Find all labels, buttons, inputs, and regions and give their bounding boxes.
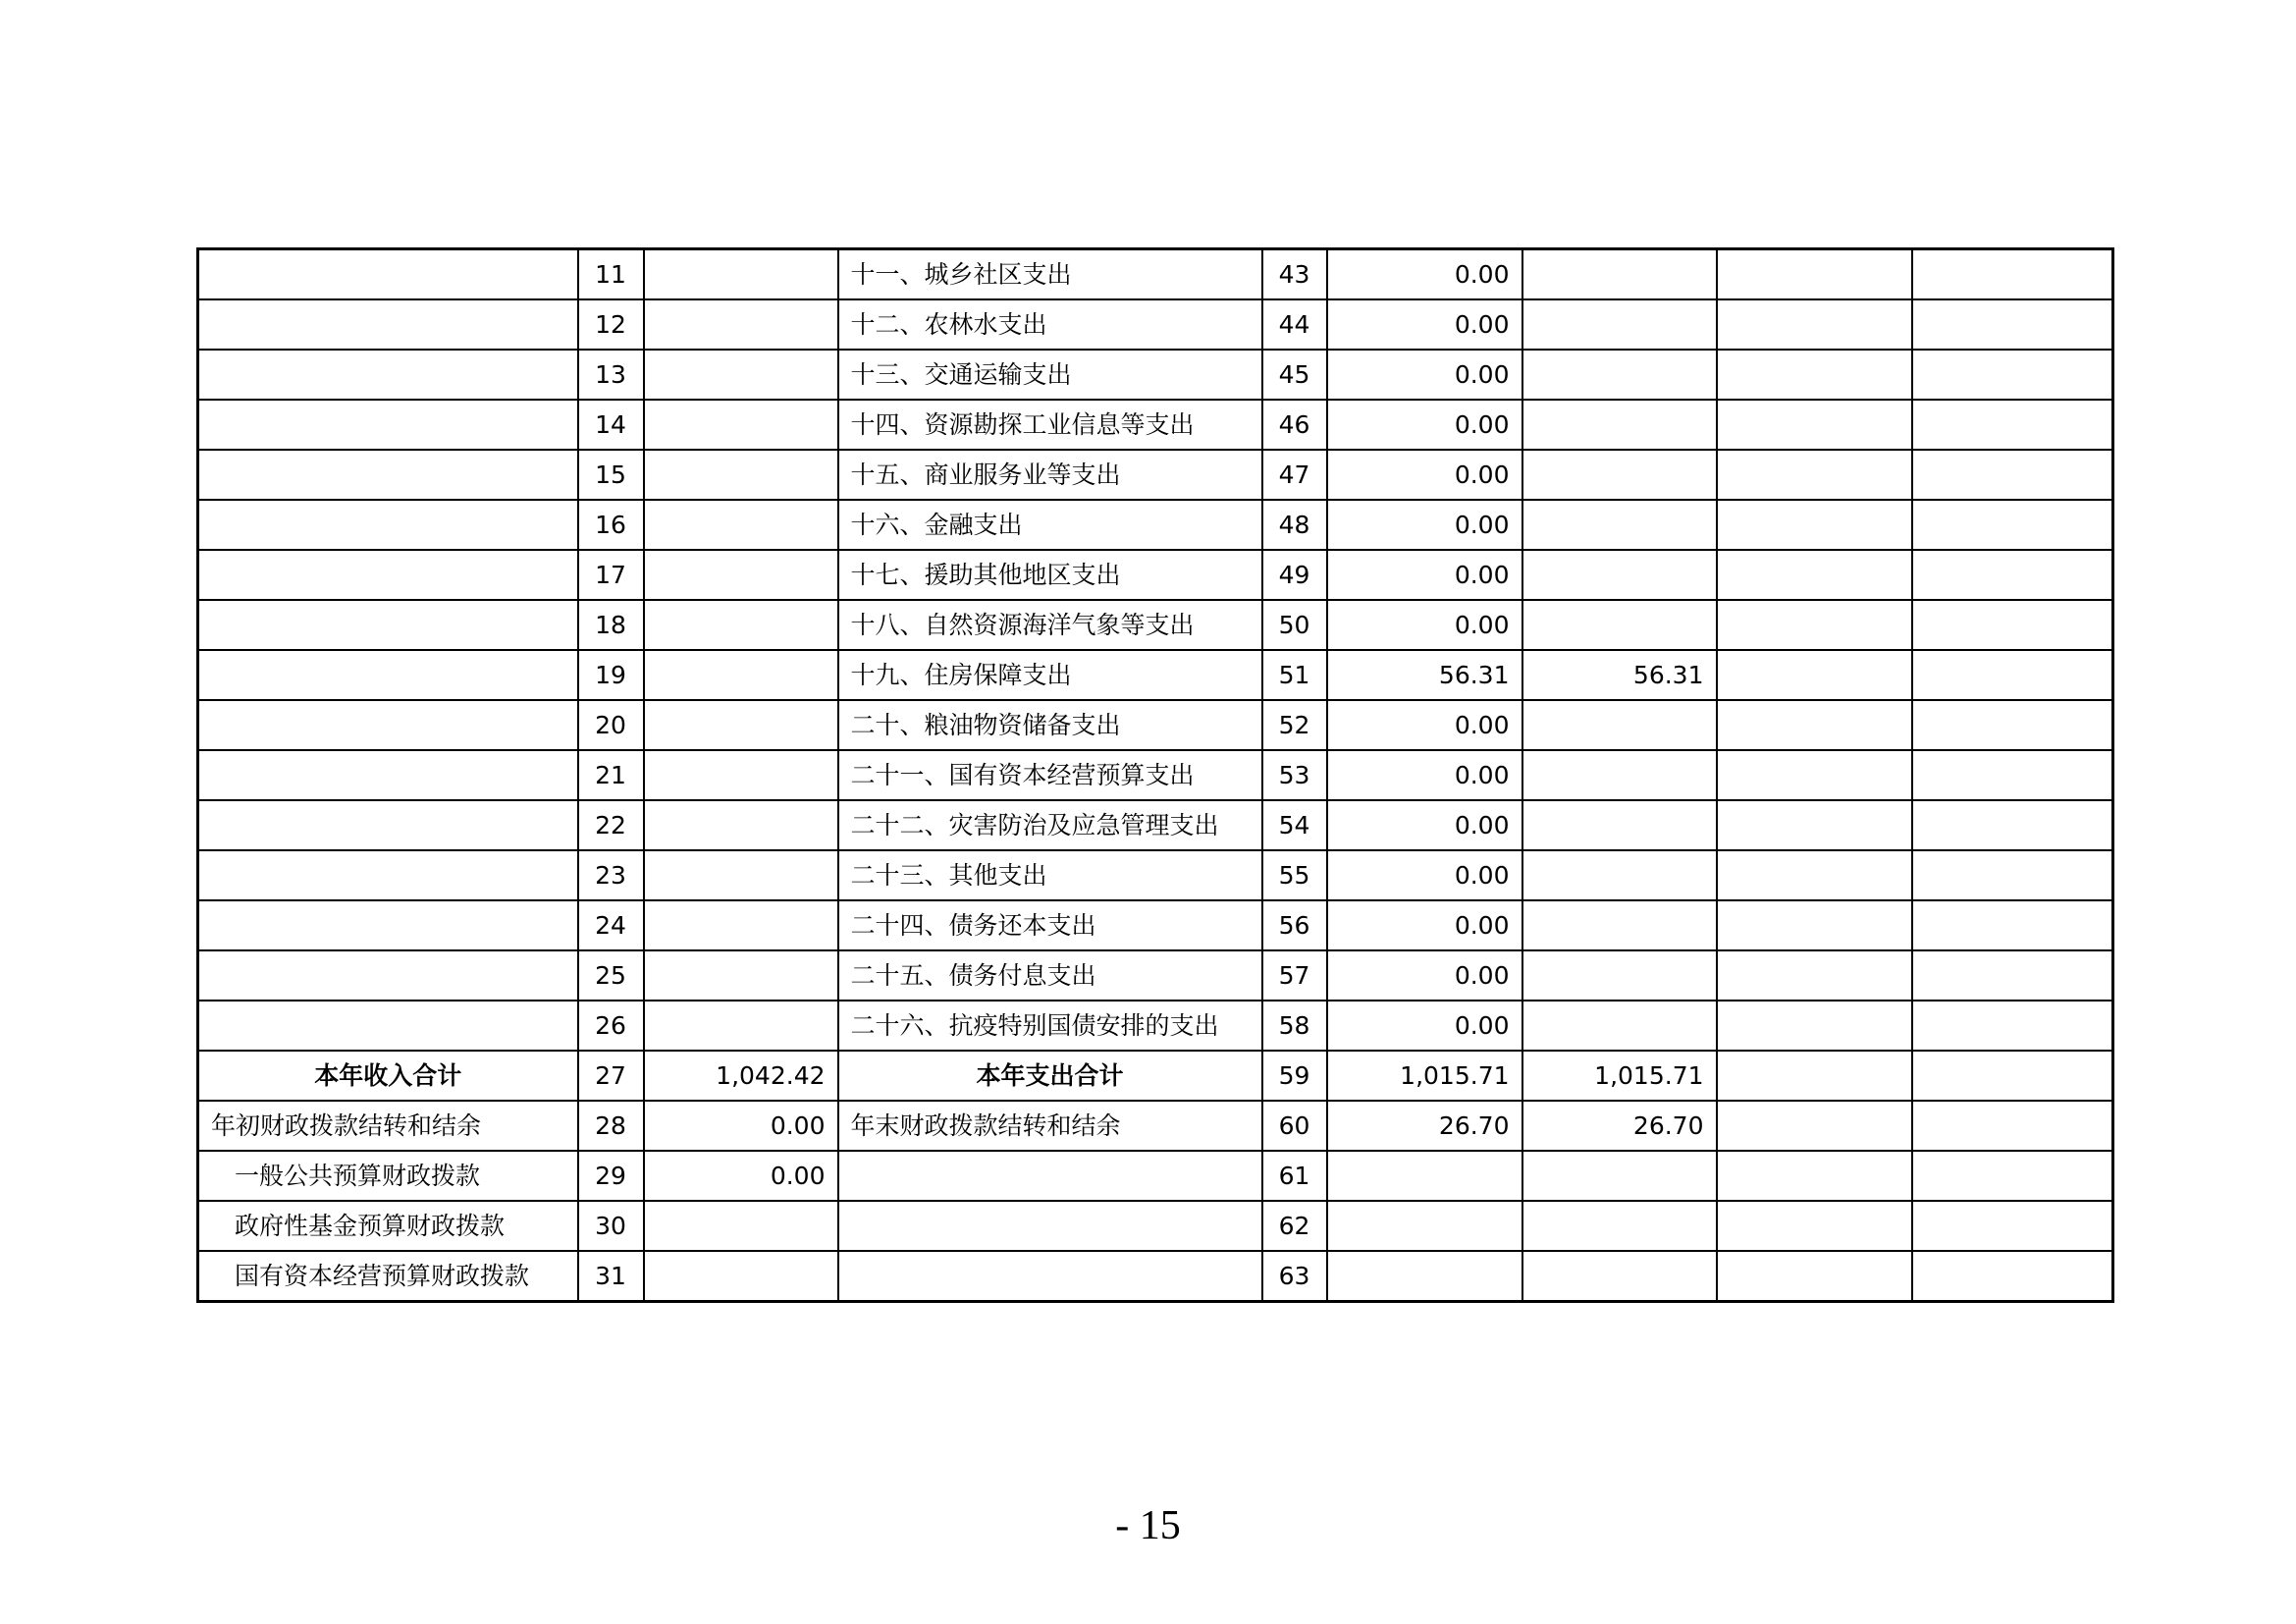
expense-line-number-cell: 50	[1262, 600, 1327, 650]
expense-total-cell: 0.00	[1327, 249, 1522, 300]
income-amount-cell	[644, 249, 838, 300]
expense-item-cell: 十二、农林水支出	[838, 299, 1262, 350]
expense-col-b-cell	[1717, 1051, 1912, 1101]
income-line-number-cell: 11	[578, 249, 644, 300]
expense-total-cell: 1,015.71	[1327, 1051, 1522, 1101]
income-amount-cell	[644, 550, 838, 600]
expense-item-cell: 二十五、债务付息支出	[838, 950, 1262, 1001]
table-row	[198, 299, 2113, 350]
income-item-cell	[198, 500, 578, 550]
expense-total-cell: 0.00	[1327, 600, 1522, 650]
income-line-number-cell: 31	[578, 1251, 644, 1302]
expense-col-c-cell	[1912, 650, 2113, 700]
expense-total-cell: 0.00	[1327, 950, 1522, 1001]
expense-line-number-cell: 60	[1262, 1101, 1327, 1151]
income-line-number-cell: 17	[578, 550, 644, 600]
expense-item-cell: 二十二、灾害防治及应急管理支出	[838, 800, 1262, 850]
expense-line-number-cell: 62	[1262, 1201, 1327, 1251]
expense-col-a-cell	[1522, 450, 1717, 500]
table-row	[198, 350, 2113, 400]
income-item-cell: 年初财政拨款结转和结余	[198, 1101, 578, 1151]
income-amount-cell	[644, 400, 838, 450]
income-line-number-cell: 27	[578, 1051, 644, 1101]
table-row	[198, 900, 2113, 950]
income-item-cell	[198, 950, 578, 1001]
expense-item-cell	[838, 1151, 1262, 1201]
income-amount-cell	[644, 350, 838, 400]
income-amount-cell	[644, 1001, 838, 1051]
expense-item-cell: 十五、商业服务业等支出	[838, 450, 1262, 500]
expense-col-a-cell	[1522, 750, 1717, 800]
income-amount-cell	[644, 700, 838, 750]
income-item-cell	[198, 750, 578, 800]
expense-item-cell: 十三、交通运输支出	[838, 350, 1262, 400]
expense-col-c-cell	[1912, 850, 2113, 900]
expense-total-cell	[1327, 1151, 1522, 1201]
expense-item-cell: 十七、援助其他地区支出	[838, 550, 1262, 600]
table-row	[198, 850, 2113, 900]
income-item-cell	[198, 299, 578, 350]
expense-item-cell: 二十四、债务还本支出	[838, 900, 1262, 950]
expense-col-a-cell	[1522, 500, 1717, 550]
expense-col-c-cell	[1912, 700, 2113, 750]
expense-total-cell: 0.00	[1327, 400, 1522, 450]
expense-col-c-cell	[1912, 1051, 2113, 1101]
expense-item-cell: 十六、金融支出	[838, 500, 1262, 550]
income-line-number-cell: 25	[578, 950, 644, 1001]
income-line-number-cell: 13	[578, 350, 644, 400]
expense-col-b-cell	[1717, 1151, 1912, 1201]
income-item-cell	[198, 350, 578, 400]
expense-col-a-cell	[1522, 350, 1717, 400]
income-line-number-cell: 26	[578, 1001, 644, 1051]
expense-col-a-cell	[1522, 1201, 1717, 1251]
expense-line-number-cell: 51	[1262, 650, 1327, 700]
expense-col-c-cell	[1912, 550, 2113, 600]
income-amount-cell	[644, 800, 838, 850]
income-item-cell	[198, 600, 578, 650]
income-line-number-cell: 12	[578, 299, 644, 350]
expense-col-a-cell: 56.31	[1522, 650, 1717, 700]
income-amount-cell	[644, 299, 838, 350]
expense-col-b-cell	[1717, 700, 1912, 750]
expense-total-cell: 0.00	[1327, 500, 1522, 550]
expense-line-number-cell: 56	[1262, 900, 1327, 950]
income-line-number-cell: 29	[578, 1151, 644, 1201]
expense-line-number-cell: 46	[1262, 400, 1327, 450]
table-row	[198, 950, 2113, 1001]
expense-item-cell: 二十、粮油物资储备支出	[838, 700, 1262, 750]
income-amount-cell	[644, 1251, 838, 1302]
expense-col-a-cell	[1522, 800, 1717, 850]
income-line-number-cell: 23	[578, 850, 644, 900]
table-row	[198, 650, 2113, 700]
income-line-number-cell: 30	[578, 1201, 644, 1251]
income-amount-cell: 1,042.42	[644, 1051, 838, 1101]
expense-total-cell: 0.00	[1327, 550, 1522, 600]
expense-col-b-cell	[1717, 1101, 1912, 1151]
table-body	[198, 249, 2113, 1302]
expense-line-number-cell: 47	[1262, 450, 1327, 500]
expense-col-a-cell	[1522, 1001, 1717, 1051]
expense-col-b-cell	[1717, 750, 1912, 800]
expense-col-a-cell	[1522, 700, 1717, 750]
expense-col-c-cell	[1912, 400, 2113, 450]
table-row	[198, 400, 2113, 450]
expense-line-number-cell: 61	[1262, 1151, 1327, 1201]
expense-col-a-cell	[1522, 400, 1717, 450]
expense-col-c-cell	[1912, 900, 2113, 950]
expense-col-b-cell	[1717, 600, 1912, 650]
expense-col-a-cell	[1522, 550, 1717, 600]
expense-line-number-cell: 49	[1262, 550, 1327, 600]
income-amount-cell	[644, 850, 838, 900]
expense-item-cell: 二十一、国有资本经营预算支出	[838, 750, 1262, 800]
expense-col-b-cell	[1717, 1251, 1912, 1302]
table-row	[198, 1151, 2113, 1201]
table-row	[198, 249, 2113, 300]
income-line-number-cell: 22	[578, 800, 644, 850]
income-line-number-cell: 24	[578, 900, 644, 950]
income-amount-cell: 0.00	[644, 1101, 838, 1151]
income-line-number-cell: 15	[578, 450, 644, 500]
expense-col-c-cell	[1912, 600, 2113, 650]
expense-line-number-cell: 54	[1262, 800, 1327, 850]
expense-total-cell	[1327, 1201, 1522, 1251]
expense-col-a-cell	[1522, 900, 1717, 950]
expense-col-c-cell	[1912, 950, 2113, 1001]
expense-line-number-cell: 59	[1262, 1051, 1327, 1101]
table-row	[198, 1251, 2113, 1302]
income-item-cell	[198, 450, 578, 500]
expense-col-b-cell	[1717, 1201, 1912, 1251]
expense-col-b-cell	[1717, 299, 1912, 350]
expense-col-b-cell	[1717, 350, 1912, 400]
expense-item-cell: 本年支出合计	[838, 1051, 1262, 1101]
expense-col-b-cell	[1717, 850, 1912, 900]
income-amount-cell	[644, 900, 838, 950]
expense-line-number-cell: 48	[1262, 500, 1327, 550]
expense-line-number-cell: 45	[1262, 350, 1327, 400]
table-row	[198, 1101, 2113, 1151]
table-row	[198, 750, 2113, 800]
expense-col-c-cell	[1912, 1001, 2113, 1051]
table-row	[198, 500, 2113, 550]
table-row	[198, 800, 2113, 850]
income-line-number-cell: 14	[578, 400, 644, 450]
expense-col-c-cell	[1912, 450, 2113, 500]
expense-col-a-cell	[1522, 950, 1717, 1001]
income-item-cell	[198, 800, 578, 850]
income-item-cell	[198, 400, 578, 450]
expense-col-c-cell	[1912, 1251, 2113, 1302]
income-amount-cell: 0.00	[644, 1151, 838, 1201]
expense-item-cell: 十四、资源勘探工业信息等支出	[838, 400, 1262, 450]
expense-col-c-cell	[1912, 1101, 2113, 1151]
expense-total-cell: 0.00	[1327, 299, 1522, 350]
expense-col-b-cell	[1717, 950, 1912, 1001]
income-item-cell	[198, 550, 578, 600]
income-amount-cell	[644, 600, 838, 650]
expense-total-cell: 0.00	[1327, 800, 1522, 850]
budget-table	[196, 247, 2114, 1303]
income-item-cell	[198, 1001, 578, 1051]
expense-line-number-cell: 57	[1262, 950, 1327, 1001]
expense-total-cell: 0.00	[1327, 700, 1522, 750]
expense-col-c-cell	[1912, 1151, 2113, 1201]
expense-total-cell: 0.00	[1327, 750, 1522, 800]
income-line-number-cell: 16	[578, 500, 644, 550]
income-line-number-cell: 20	[578, 700, 644, 750]
expense-col-a-cell	[1522, 299, 1717, 350]
expense-line-number-cell: 43	[1262, 249, 1327, 300]
income-amount-cell	[644, 450, 838, 500]
expense-col-b-cell	[1717, 550, 1912, 600]
table-row	[198, 700, 2113, 750]
income-item-cell	[198, 850, 578, 900]
table-row	[198, 550, 2113, 600]
expense-col-c-cell	[1912, 750, 2113, 800]
expense-col-a-cell: 1,015.71	[1522, 1051, 1717, 1101]
expense-col-c-cell	[1912, 299, 2113, 350]
expense-line-number-cell: 53	[1262, 750, 1327, 800]
expense-item-cell	[838, 1201, 1262, 1251]
income-item-cell	[198, 249, 578, 300]
income-item-cell	[198, 900, 578, 950]
table-row	[198, 1201, 2113, 1251]
income-item-cell: 政府性基金预算财政拨款	[198, 1201, 578, 1251]
expense-col-a-cell	[1522, 249, 1717, 300]
income-line-number-cell: 19	[578, 650, 644, 700]
expense-total-cell: 56.31	[1327, 650, 1522, 700]
expense-line-number-cell: 44	[1262, 299, 1327, 350]
expense-col-c-cell	[1912, 350, 2113, 400]
expense-col-c-cell	[1912, 500, 2113, 550]
table-row	[198, 600, 2113, 650]
expense-col-a-cell	[1522, 1251, 1717, 1302]
expense-col-b-cell	[1717, 800, 1912, 850]
table-row	[198, 450, 2113, 500]
expense-col-a-cell: 26.70	[1522, 1101, 1717, 1151]
page-number: - 15	[1115, 1503, 1181, 1548]
expense-item-cell: 年末财政拨款结转和结余	[838, 1101, 1262, 1151]
income-item-cell	[198, 650, 578, 700]
expense-item-cell: 十九、住房保障支出	[838, 650, 1262, 700]
expense-total-cell	[1327, 1251, 1522, 1302]
table-row	[198, 1001, 2113, 1051]
expense-total-cell: 0.00	[1327, 350, 1522, 400]
expense-line-number-cell: 58	[1262, 1001, 1327, 1051]
expense-col-a-cell	[1522, 850, 1717, 900]
expense-col-c-cell	[1912, 800, 2113, 850]
expense-col-c-cell	[1912, 249, 2113, 300]
expense-col-b-cell	[1717, 249, 1912, 300]
expense-item-cell: 十八、自然资源海洋气象等支出	[838, 600, 1262, 650]
expense-col-a-cell	[1522, 600, 1717, 650]
expense-col-c-cell	[1912, 1201, 2113, 1251]
expense-item-cell: 十一、城乡社区支出	[838, 249, 1262, 300]
expense-col-b-cell	[1717, 1001, 1912, 1051]
expense-col-b-cell	[1717, 650, 1912, 700]
expense-line-number-cell: 55	[1262, 850, 1327, 900]
income-line-number-cell: 18	[578, 600, 644, 650]
expense-item-cell	[838, 1251, 1262, 1302]
expense-total-cell: 0.00	[1327, 850, 1522, 900]
expense-total-cell: 26.70	[1327, 1101, 1522, 1151]
expense-col-a-cell	[1522, 1151, 1717, 1201]
income-amount-cell	[644, 950, 838, 1001]
expense-col-b-cell	[1717, 400, 1912, 450]
expense-line-number-cell: 52	[1262, 700, 1327, 750]
table-row	[198, 1051, 2113, 1101]
income-item-cell: 国有资本经营预算财政拨款	[198, 1251, 578, 1302]
income-item-cell	[198, 700, 578, 750]
expense-item-cell: 二十六、抗疫特别国债安排的支出	[838, 1001, 1262, 1051]
income-amount-cell	[644, 1201, 838, 1251]
income-line-number-cell: 21	[578, 750, 644, 800]
income-amount-cell	[644, 500, 838, 550]
expense-col-b-cell	[1717, 450, 1912, 500]
expense-line-number-cell: 63	[1262, 1251, 1327, 1302]
expense-item-cell: 二十三、其他支出	[838, 850, 1262, 900]
income-amount-cell	[644, 750, 838, 800]
expense-total-cell: 0.00	[1327, 1001, 1522, 1051]
expense-total-cell: 0.00	[1327, 900, 1522, 950]
expense-total-cell: 0.00	[1327, 450, 1522, 500]
expense-col-b-cell	[1717, 900, 1912, 950]
expense-col-b-cell	[1717, 500, 1912, 550]
income-line-number-cell: 28	[578, 1101, 644, 1151]
income-item-cell: 一般公共预算财政拨款	[198, 1151, 578, 1201]
income-amount-cell	[644, 650, 838, 700]
income-item-cell: 本年收入合计	[198, 1051, 578, 1101]
